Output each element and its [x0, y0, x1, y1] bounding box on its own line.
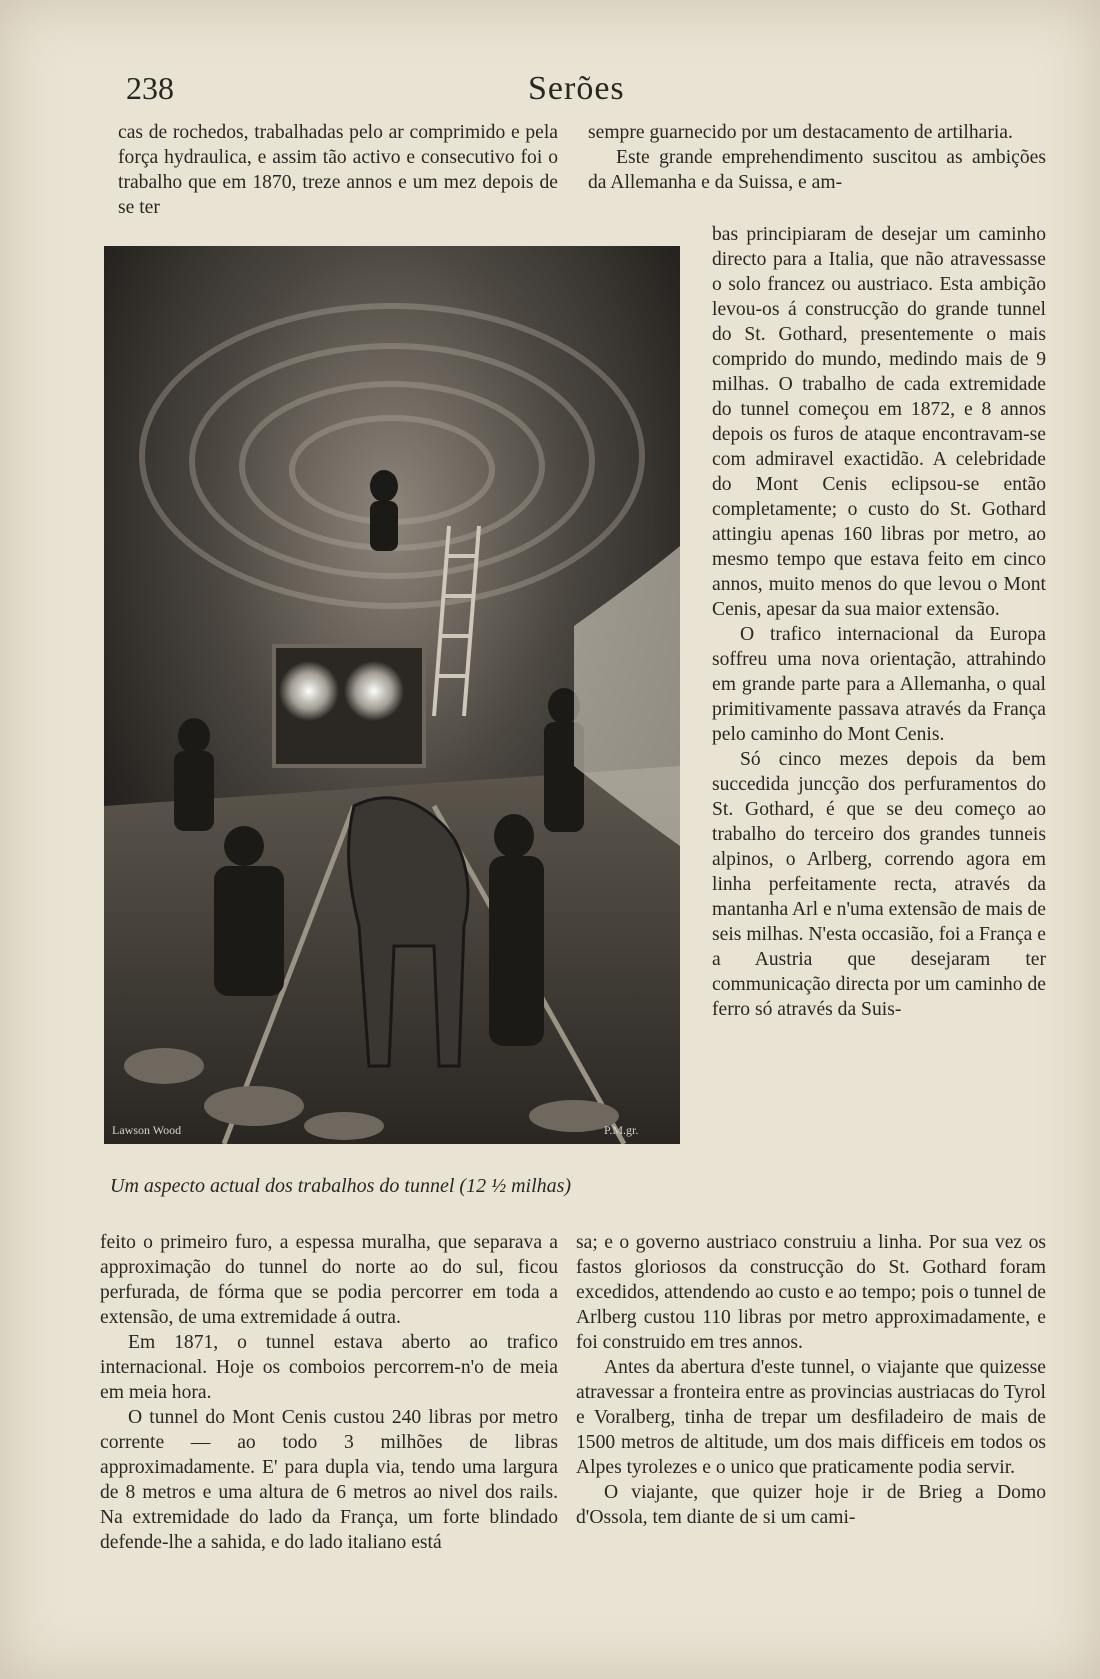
illustration-caption: Um aspecto actual dos trabalhos do tunnel (12 ½ milhas) — [110, 1175, 572, 1197]
paragraph: Em 1871, o tunnel estava aberto ao trafico internacional. Hoje os comboios percorrem-n'o de meia em meia hora. — [100, 1332, 558, 1403]
paragraph: cas de rochedos, trabalhadas pelo ar comprimido e pela força hydraulica, e assim tão activo e consecutivo foi o trabalho que em 1870, treze annos e um mez depois de se ter — [118, 122, 558, 218]
left-column-bottom — [100, 1230, 558, 1555]
left-column-top — [118, 120, 558, 220]
paragraph: O viajante, que quizer hoje ir de Brieg a Domo d'Ossola, tem diante de si um cami- — [576, 1482, 1046, 1528]
running-title: Serões — [528, 70, 625, 107]
tunnel-engraving — [104, 246, 680, 1144]
right-column-bottom — [576, 1230, 1046, 1530]
right-column-top — [588, 120, 1046, 195]
tunnel-illustration — [104, 246, 680, 1144]
paragraph: O tunnel do Mont Cenis custou 240 libras por metro corrente — ao todo 3 milhões de libras approximadamente. E' para dupla via, tendo uma largura de 8 metros e uma altura de 6 metros ao nivel dos rails. Na extremidade do lado da França, um forte blindado defende-lhe a sahida, e do lado italiano está — [100, 1407, 558, 1553]
paragraph: Este grande emprehendimento suscitou as ambições da Allemanha e da Suissa, e am- — [588, 147, 1046, 193]
signature-left: Lawson Wood — [112, 1123, 182, 1137]
signature-right: P.M.gr. — [604, 1123, 639, 1137]
paragraph: bas principiaram de desejar um caminho directo para a Italia, que não atravessasse o solo francez ou austriaco. Esta ambição levou-os á construcção do grande tunnel do St. Gothard, presentemente o mais comprido do mundo, medindo mais de 9 milhas. O trabalho de cada extremidade do tunnel começou em 1872, e 8 annos depois os furos de ataque encontravam-se com admiravel exactidão. A celebridade do Mont Cenis eclipsou-se então completamente; o custo do St. Gothard attingiu apenas 160 libras por metro, ao mesmo tempo que estava feito em cinco annos, muito menos do que levou o Mont Cenis, apesar da sua maior extensão. — [712, 224, 1046, 620]
page-header — [118, 64, 1052, 112]
paragraph: sa; e o governo austriaco construiu a linha. Por sua vez os fastos gloriosos da construcção do St. Gothard foram excedidos, attendendo ao custo e ao tempo; pois o tunnel de Arlberg custou 110 libras por metro approximadamente, e foi construido em tres annos. — [576, 1232, 1046, 1353]
page-number: 238 — [126, 70, 174, 106]
paragraph: O trafico internacional da Europa soffreu uma nova orientação, attrahindo em grande parte para a Allemanha, o qual primitivamente passava através da França pelo caminho do Mont Cenis. — [712, 624, 1046, 745]
paragraph: feito o primeiro furo, a espessa muralha, que separava a approximação do tunnel do norte ao do sul, ficou perfurada, de fórma que se podia percorrer em toda a extensão, de uma extremidade á outra. — [100, 1232, 558, 1328]
right-column-narrow — [712, 222, 1046, 1022]
paragraph: Antes da abertura d'este tunnel, o viajante que quizesse atravessar a fronteira entre as provincias austriacas do Tyrol e Voralberg, tinha de trepar um desfiladeiro de mais de 1500 metros de altitude, um dos mais difficeis em todos os Alpes tyrolezes e o unico que praticamente podia servir. — [576, 1357, 1046, 1478]
paragraph: Só cinco mezes depois da bem succedida juncção dos perfuramentos do St. Gothard, é que se deu começo ao trabalho do terceiro dos grandes tunneis alpinos, o Arlberg, correndo agora em linha perfeitamente recta, através da mantanha Arl e n'uma extensão de mais de seis milhas. N'esta occasião, foi a França e a Austria que desejaram ter communicação directa por um caminho de ferro só através da Suis- — [712, 749, 1046, 1020]
paragraph: sempre guarnecido por um destacamento de artilharia. — [588, 122, 1013, 143]
